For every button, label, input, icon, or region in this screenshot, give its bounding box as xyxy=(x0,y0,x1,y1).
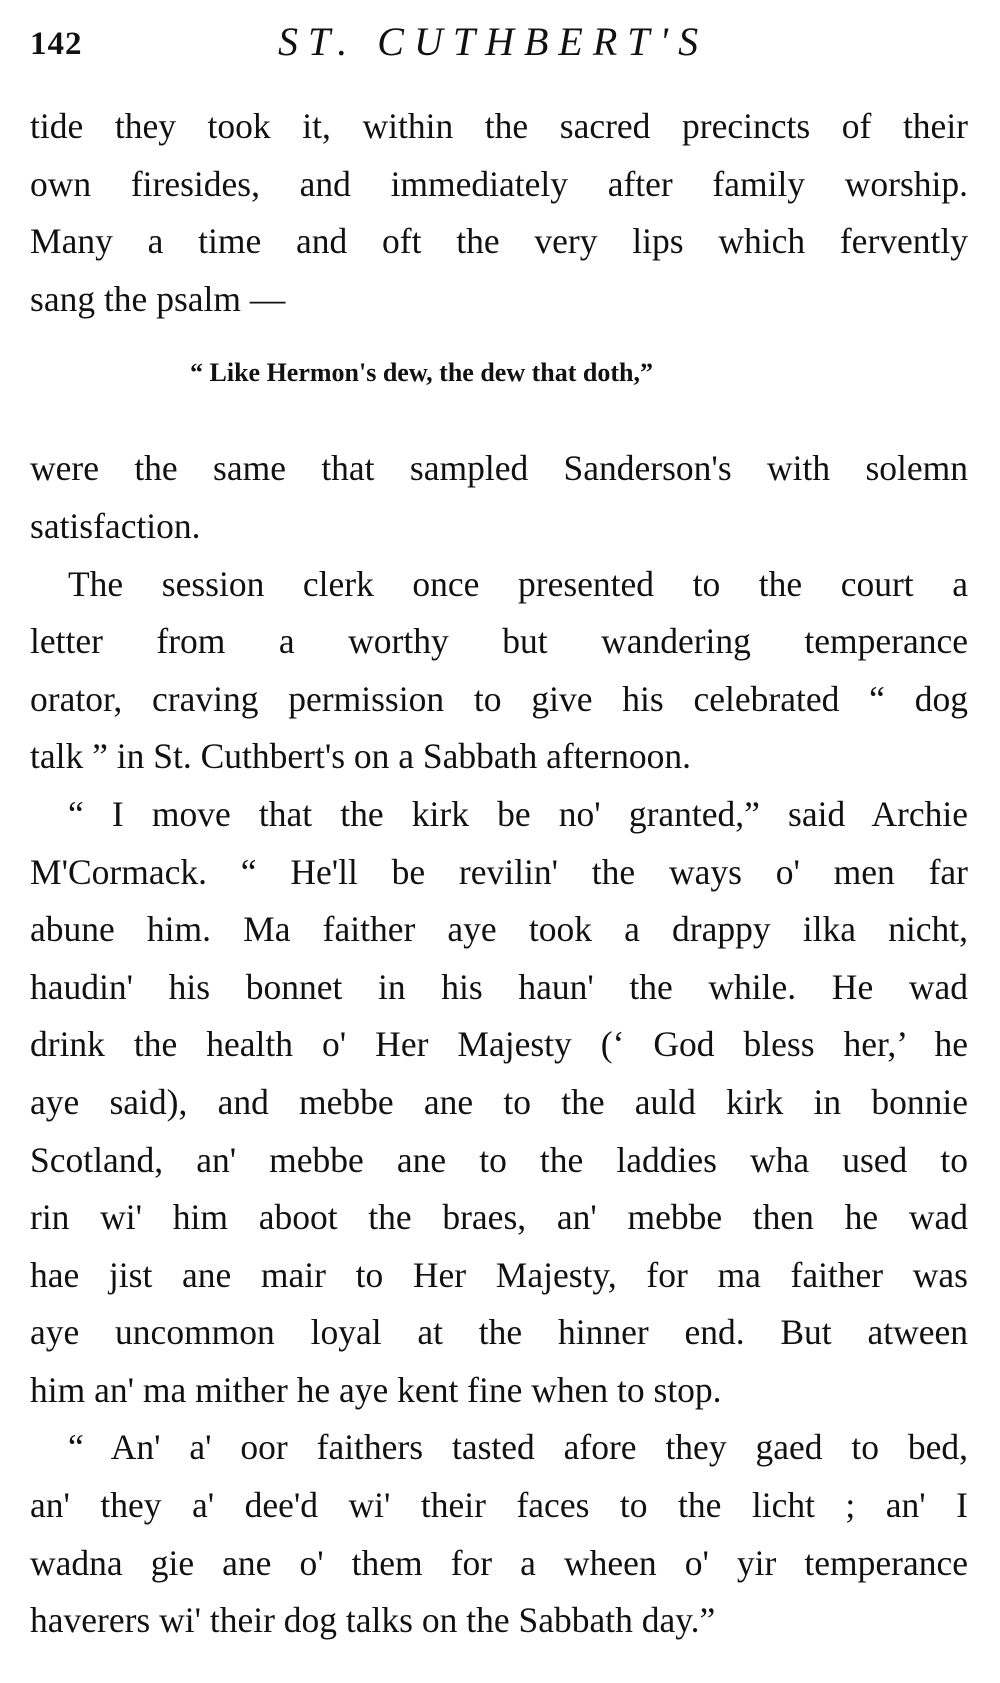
text-line: tide they took it, within the sacred precincts of their xyxy=(30,106,968,146)
block-quote xyxy=(30,328,968,440)
text-line: aye uncommon loyal at the hinner end. But atween xyxy=(30,1312,968,1353)
quote-line: “ Like Hermon's dew, the dew that doth,” xyxy=(190,358,653,388)
text-line: satisfaction. xyxy=(30,505,201,546)
text-line: Scotland, an' mebbe ane to the laddies wha used to xyxy=(30,1139,968,1180)
text-line: aye said), and mebbe ane to the auld kirk in bonnie xyxy=(30,1081,968,1122)
text-line: sang the psalm — xyxy=(30,278,286,319)
paragraph xyxy=(30,98,968,328)
text-line: haudin' his bonnet in his haun' the while. He wad xyxy=(30,966,968,1007)
text-line: The session clerk once presented to the court a xyxy=(68,563,968,604)
running-title: ST. CUTHBERT'S xyxy=(278,19,709,64)
paragraph xyxy=(30,786,968,1420)
text-line: him an' ma mither he aye kent fine when to stop. xyxy=(30,1369,722,1410)
text-line: rin wi' him aboot the braes, an' mebbe then he wad xyxy=(30,1197,968,1238)
page-number: 142 xyxy=(30,26,83,62)
paragraph xyxy=(30,1419,968,1649)
text-line: wadna gie ane o' them for a wheen o' yir temperance xyxy=(30,1542,968,1583)
text-line: talk ” in St. Cuthbert's on a Sabbath afternoon. xyxy=(30,736,692,777)
text-line: “ An' a' oor faithers tasted afore they gaed to bed, xyxy=(68,1427,968,1468)
text-line: haverers wi' their dog talks on the Sabbath day.” xyxy=(30,1600,716,1641)
text-line: M'Cormack. “ He'll be revilin' the ways o' men far xyxy=(30,851,968,892)
text-line: an' they a' dee'd wi' their faces to the licht ; an' I xyxy=(30,1485,968,1526)
text-line: drink the health o' Her Majesty (‘ God bless her,’ he xyxy=(30,1024,968,1065)
paragraph xyxy=(30,556,968,786)
text-line: own firesides, and immediately after family worship. xyxy=(30,163,968,204)
text-line: abune him. Ma faither aye took a drappy ilka nicht, xyxy=(30,909,968,950)
body-text xyxy=(30,98,968,1650)
text-line: orator, craving permission to give his celebrated “ dog xyxy=(30,678,968,719)
running-head xyxy=(0,18,1000,78)
paragraph xyxy=(30,440,968,555)
text-line: Many a time and oft the very lips which fervently xyxy=(30,221,968,262)
text-line: hae jist ane mair to Her Majesty, for ma faither was xyxy=(30,1254,968,1295)
text-line: were the same that sampled Sanderson's with solemn xyxy=(30,448,968,489)
text-line: letter from a worthy but wandering temperance xyxy=(30,621,968,662)
text-line: “ I move that the kirk be no' granted,” said Archie xyxy=(68,793,968,834)
